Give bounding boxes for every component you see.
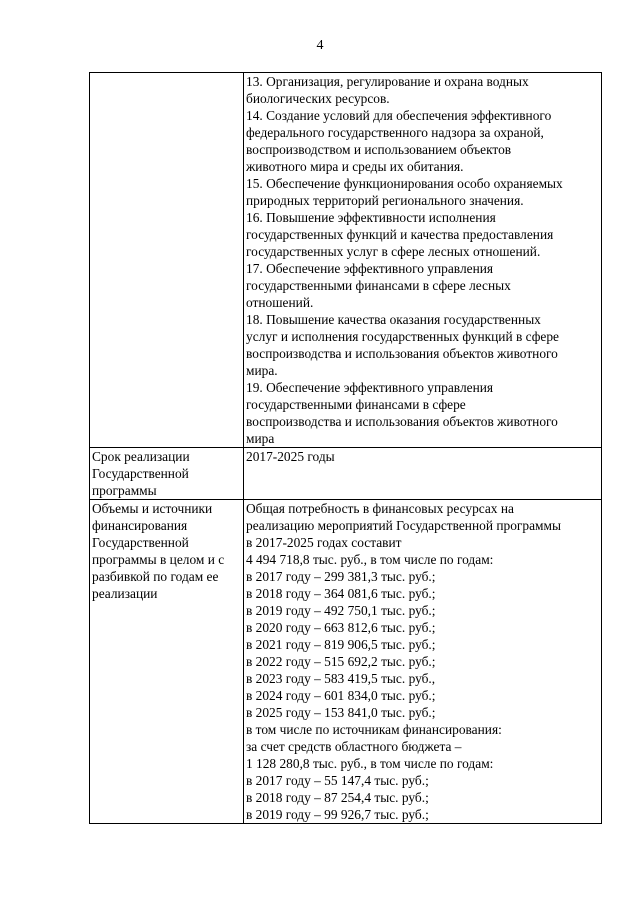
row-content-cell xyxy=(244,500,602,824)
content-line: животного мира и среды их обитания. xyxy=(246,159,464,174)
content-line: государственных услуг в сфере лесных отношений. xyxy=(246,244,541,259)
content-line: 2017-2025 годы xyxy=(246,449,335,464)
content-line: в 2017 году – 299 381,3 тыс. руб.; xyxy=(246,569,436,584)
content-line: в 2018 году – 364 081,6 тыс. руб.; xyxy=(246,586,436,601)
content-line: мира. xyxy=(246,363,278,378)
content-line: в 2019 году – 492 750,1 тыс. руб.; xyxy=(246,603,436,618)
content-line: в 2025 году – 153 841,0 тыс. руб.; xyxy=(246,705,436,720)
content-line: в 2017-2025 годах составит xyxy=(246,535,402,550)
label-line: реализации xyxy=(92,586,158,601)
label-line: финансирования xyxy=(92,518,188,533)
content-line: государственными финансами в сфере xyxy=(246,397,466,412)
content-line: воспроизводства и использования объектов животного xyxy=(246,346,558,361)
content-line: в 2021 году – 819 906,5 тыс. руб.; xyxy=(246,637,436,652)
funding-row xyxy=(90,500,602,824)
row-label-cell xyxy=(90,500,244,824)
program-passport-table xyxy=(89,72,602,824)
table-body xyxy=(90,73,602,824)
label-line: Государственной xyxy=(92,535,189,550)
content-line: федерального государственного надзора за охраной, xyxy=(246,125,544,140)
content-line: 14. Создание условий для обеспечения эффективного xyxy=(246,108,552,123)
content-line: 15. Обеспечение функционирования особо охраняемых xyxy=(246,176,563,191)
content-line: воспроизводства и использования объектов животного xyxy=(246,414,558,429)
label-line: разбивкой по годам ее xyxy=(92,569,219,584)
content-line: государственных функций и качества предоставления xyxy=(246,227,554,242)
content-line: 18. Повышение качества оказания государственных xyxy=(246,312,541,327)
row-label-cell xyxy=(90,73,244,448)
page-number: 4 xyxy=(316,38,324,53)
row-label-cell xyxy=(90,448,244,500)
content-line: Общая потребность в финансовых ресурсах на xyxy=(246,501,514,516)
content-line: в 2023 году – 583 419,5 тыс. руб., xyxy=(246,671,436,686)
content-line: 16. Повышение эффективности исполнения xyxy=(246,210,496,225)
content-line: в 2017 году – 55 147,4 тыс. руб.; xyxy=(246,773,429,788)
label-line: Срок реализации xyxy=(92,449,190,464)
tasks-row xyxy=(90,73,602,448)
content-line: 17. Обеспечение эффективного управления xyxy=(246,261,494,276)
content-line: отношений. xyxy=(246,295,314,310)
content-line: за счет средств областного бюджета – xyxy=(246,739,462,754)
content-line: мира xyxy=(246,431,275,446)
label-line: программы в целом и с xyxy=(92,552,225,567)
content-line: в том числе по источникам финансирования: xyxy=(246,722,502,737)
content-line: воспроизводством и использованием объектов xyxy=(246,142,512,157)
content-line: биологических ресурсов. xyxy=(246,91,390,106)
content-line: услуг и исполнения государственных функций в сфере xyxy=(246,329,559,344)
content-line: в 2019 году – 99 926,7 тыс. руб.; xyxy=(246,807,429,822)
label-line: Объемы и источники xyxy=(92,501,213,516)
content-line: 19. Обеспечение эффективного управления xyxy=(246,380,494,395)
content-line: в 2020 году – 663 812,6 тыс. руб.; xyxy=(246,620,436,635)
row-content-cell xyxy=(244,73,602,448)
label-line: Государственной xyxy=(92,466,189,481)
content-line: в 2024 году – 601 834,0 тыс. руб.; xyxy=(246,688,436,703)
row-content-cell xyxy=(244,448,602,500)
label-line: программы xyxy=(92,483,157,498)
content-line: природных территорий регионального значения. xyxy=(246,193,524,208)
content-line: государственными финансами в сфере лесных xyxy=(246,278,511,293)
content-line: в 2018 году – 87 254,4 тыс. руб.; xyxy=(246,790,429,805)
content-line: реализацию мероприятий Государственной программы xyxy=(246,518,561,533)
implementation-period-row xyxy=(90,448,602,500)
content-line: в 2022 году – 515 692,2 тыс. руб.; xyxy=(246,654,436,669)
content-line: 1 128 280,8 тыс. руб., в том числе по годам: xyxy=(246,756,494,771)
content-line: 4 494 718,8 тыс. руб., в том числе по годам: xyxy=(246,552,494,567)
content-line: 13. Организация, регулирование и охрана водных xyxy=(246,74,529,89)
